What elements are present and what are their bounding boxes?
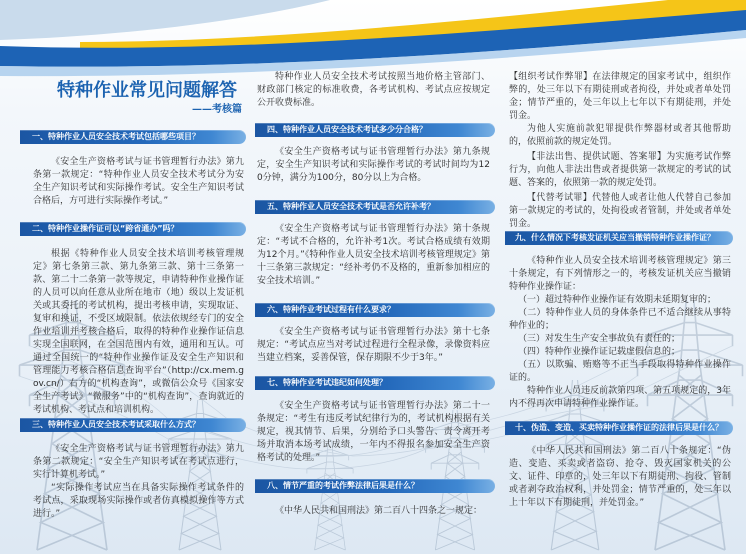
section-paragraph: 《中华人民共和国刑法》第二百八十四条之一规定： bbox=[275, 506, 483, 516]
section-body-3-continued bbox=[257, 71, 490, 110]
list-item: （四）特种作业操作证记载虚假信息的； bbox=[518, 347, 681, 357]
section-paragraph: 《特种作业人员安全技术培训考核管理规定》第三十条规定，有下列情形之一的，考核发证机关应当撤销特种作业操作证： bbox=[509, 256, 731, 292]
section-body-3 bbox=[33, 443, 244, 521]
section-paragraph: 特种作业人员违反前款第四项、第五项规定的，3年内不得再次申请特种作业操作证。 bbox=[509, 386, 731, 409]
section-paragraph: 【代替考试罪】代替他人或者让他人代替自己参加第一款规定的考试的，处拘役或者管制，并处或者单处罚金。 bbox=[509, 193, 731, 229]
section-body-4 bbox=[257, 146, 490, 185]
section-paragraph: “实际操作考试应当在具备实际操作考试条件的考试点，采取现场实际操作或者仿真模拟操作等方式进行。” bbox=[33, 483, 244, 519]
list-item: （五）以欺骗、贿赂等不正当手段取得特种作业操作证的。 bbox=[509, 360, 731, 383]
section-paragraph: 《中华人民共和国刑法》第二百八十条规定：“伪造、变造、买卖或者盗窃、抢夺、毁灭国家机关的公文、证件、印章的，处三年以下有期徒刑、拘役、管制或者剥夺政治权利，并处罚金；情节严重的，处三年以上十年以下有期徒刑，并处罚金。” bbox=[509, 446, 731, 508]
section-body-8-continued bbox=[509, 71, 731, 231]
section-body-5 bbox=[257, 223, 490, 288]
section-body-2 bbox=[33, 248, 244, 417]
list-item: （一）超过特种作业操作证有效期未延期复审的； bbox=[518, 295, 717, 305]
section-heading-1: 一、特种作业人员安全技术考试包括哪些项目？ bbox=[20, 130, 246, 144]
section-heading-6: 六、特种作业考试过程有什么要求？ bbox=[255, 303, 495, 317]
section-body-7 bbox=[257, 400, 490, 465]
section-paragraph: 【组织考试作弊罪】在法律规定的国家考试中，组织作弊的，处三年以下有期徒刑或者拘役，并处或者单处罚金；情节严重的，处三年以上七年以下有期徒刑，并处罚金。 bbox=[509, 72, 731, 121]
page-title: 特种作业常见问题解答 bbox=[57, 80, 237, 101]
section-heading-4: 四、特种作业人员安全技术考试多少分合格？ bbox=[255, 123, 495, 137]
section-paragraph: 《安全生产资格考试与证书管理暂行办法》第九条第一款规定：“特种作业人员安全技术考试分为安全生产知识考试和实际操作考试。安全生产知识考试合格后，方可进行实际操作考试。” bbox=[33, 157, 244, 206]
section-body-10 bbox=[509, 445, 731, 510]
section-paragraph: 《安全生产资格考试与证书管理暂行办法》第九条第二款规定：“安全生产知识考试在考试点进行，实行计算机考试。” bbox=[33, 444, 244, 480]
section-heading-3: 三、特种作业人员安全技术考试采取什么方式？ bbox=[20, 418, 246, 432]
section-body-1 bbox=[33, 156, 244, 208]
section-paragraph: 《安全生产资格考试与证书管理暂行办法》第十七条规定：“考试点应当对考试过程进行全程录像，录像资料应当建立档案，妥善保管，保存期限不少于3年。” bbox=[257, 327, 490, 363]
section-heading-2: 二、特种作业操作证可以“跨省通办”吗？ bbox=[20, 222, 246, 236]
section-heading-7: 七、特种作业考试违纪如何处理？ bbox=[255, 376, 495, 390]
list-item: （三）对发生生产安全事故负有责任的； bbox=[518, 334, 681, 344]
section-paragraph: 特种作业人员安全技术考试按照当地价格主管部门、财政部门核定的标准收费，各考试机构、考试点应按规定公开收费标准。 bbox=[257, 72, 490, 108]
section-paragraph: 为他人实施前款犯罪提供作弊器材或者其他帮助的，依照前款的规定处罚。 bbox=[509, 124, 731, 147]
section-paragraph: 《安全生产资格考试与证书管理暂行办法》第九条规定，安全生产知识考试和实际操作考试的考试时间均为120分钟，满分为100分，80分以上为合格。 bbox=[257, 147, 490, 183]
section-paragraph: 《安全生产资格考试与证书管理暂行办法》第十条规定：“考试不合格的，允许补考1次。考试合格成绩有效期为12个月。”《特种作业人员安全技术培训考核管理规定》第十三条第三款规定：“经补考仍不及格的，重新参加相应的安全技术培训。” bbox=[257, 224, 490, 286]
section-paragraph: 《安全生产资格考试与证书管理暂行办法》第二十一条规定：“考生有违反考试纪律行为的，考试机构根据有关规定，视其情节、后果，分别给予口头警告、责令离开考场并取消本场考试成绩，一年内不得报名参加安全生产资格考试的处理。” bbox=[257, 401, 490, 463]
page-subtitle: ——考核篇 bbox=[192, 104, 242, 115]
section-heading-10: 十、伪造、变造、买卖特种作业操作证的法律后果是什么？ bbox=[505, 421, 733, 435]
section-paragraph: 根据《特种作业人员安全技术培训考核管理规定》第七条第三款、第九条第三款、第十三条第一款、第二十二条第一款等规定，申请特种作业操作证的人员可以向任意从业所在地市（地）级以上发证机关或其委托的考试机构，提出考核申请，实现取证、复审和换证，不受区域限制。依法依规经专门的安全作业培训并考核合格后，取得的特种作业操作证信息实现全国联网，在全国范围内有效，通用和互认。可通过全国统一的“特种作业操作证及安全生产知识和管理能力考核合格信息查询平台”（http://cx.mem.gov.cn/）右方的“机构查询”，或微信公众号《国家安全生产考试》“微服务”中的“机构查询”，查询就近的考试机构、考试点和培训机构。 bbox=[33, 249, 244, 415]
section-body-8 bbox=[257, 505, 490, 518]
section-heading-8: 八、情节严重的考试作弊法律后果是什么？ bbox=[255, 479, 495, 493]
section-paragraph: 【非法出售、提供试题、答案罪】为实施考试作弊行为，向他人非法出售或者提供第一款规定的考试的试题、答案的，依照第一款的规定处罚。 bbox=[509, 152, 731, 188]
section-body-6 bbox=[257, 326, 490, 365]
list-item: （二）特种作业人员的身体条件已不适合继续从事特种作业的； bbox=[509, 308, 731, 331]
section-heading-9: 九、什么情况下考核发证机关应当撤销特种作业操作证？ bbox=[505, 231, 733, 245]
section-heading-5: 五、特种作业人员安全技术考试是否允许补考？ bbox=[255, 200, 495, 214]
section-body-9 bbox=[509, 255, 731, 411]
